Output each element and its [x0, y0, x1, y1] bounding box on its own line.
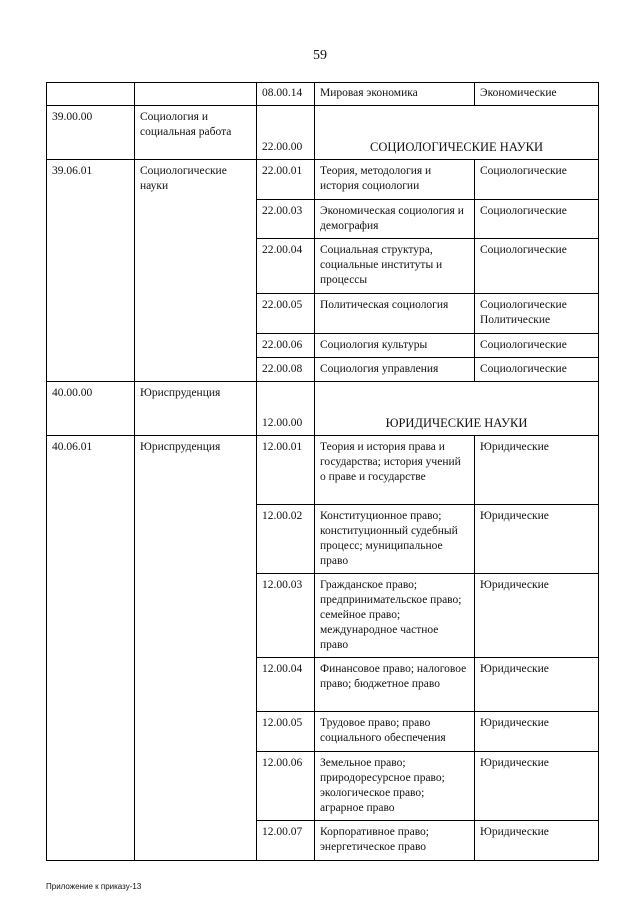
specialty-name-cell: Конституционное право; конституционный судебный процесс; муниципальное право	[315, 505, 475, 574]
section-row	[47, 106, 599, 160]
science-branch-cell: Социологические Политические	[475, 294, 599, 334]
science-branch-cell: Социологические	[475, 200, 599, 239]
specialty-name-cell: Социология управления	[315, 358, 475, 382]
science-branch-cell: Социологические	[475, 358, 599, 382]
science-branch-cell: Экономические	[475, 83, 599, 106]
specialty-name-cell: Социальная структура, социальные институты и процессы	[315, 239, 475, 294]
specialty-code-cell: 22.00.04	[257, 239, 315, 294]
specialty-name-cell: Политическая социология	[315, 294, 475, 334]
science-branch-cell: Юридические	[475, 505, 599, 574]
direction-code-cell: 40.06.01	[47, 436, 135, 861]
science-branch-cell: Юридические	[475, 712, 599, 752]
specialty-name-cell: Финансовое право; налоговое право; бюджетное право	[315, 658, 475, 712]
direction-name-cell: Социология и социальная работа	[135, 106, 257, 160]
section-row	[47, 382, 599, 436]
specialty-code-cell: 22.00.06	[257, 334, 315, 358]
direction-code-cell: 39.06.01	[47, 160, 135, 382]
science-branch-cell: Социологические	[475, 160, 599, 200]
section-title-cell: СОЦИОЛОГИЧЕСКИЕ НАУКИ	[315, 106, 599, 160]
direction-code-cell: 40.00.00	[47, 382, 135, 436]
specialty-code-cell: 22.00.08	[257, 358, 315, 382]
specialty-code-cell: 22.00.01	[257, 160, 315, 200]
science-branch-cell: Юридические	[475, 574, 599, 658]
specialty-code-cell: 22.00.03	[257, 200, 315, 239]
science-branch-cell: Юридические	[475, 821, 599, 861]
specialty-code-cell: 12.00.02	[257, 505, 315, 574]
table-row	[47, 160, 599, 200]
specialty-code-cell: 12.00.06	[257, 752, 315, 821]
table-row	[47, 436, 599, 505]
footer-note: Приложение к приказу-13	[46, 882, 142, 891]
specialty-code-cell: 12.00.05	[257, 712, 315, 752]
specialty-code-cell: 12.00.04	[257, 658, 315, 712]
specialty-name-cell: Теория, методология и история социологии	[315, 160, 475, 200]
direction-name-cell	[135, 83, 257, 106]
specialty-name-cell: Теория и история права и государства; история учений о праве и государстве	[315, 436, 475, 505]
specialty-code-cell: 12.00.03	[257, 574, 315, 658]
specialty-code-cell: 12.00.07	[257, 821, 315, 861]
direction-name-cell: Юриспруденция	[135, 382, 257, 436]
specialty-name-cell: Экономическая социология и демография	[315, 200, 475, 239]
science-branch-cell: Социологические	[475, 239, 599, 294]
section-code-cell: 22.00.00	[257, 106, 315, 160]
specialty-code-cell: 12.00.01	[257, 436, 315, 505]
section-code-cell: 12.00.00	[257, 382, 315, 436]
science-branch-cell: Юридические	[475, 658, 599, 712]
science-branch-cell: Социологические	[475, 334, 599, 358]
specialty-name-cell: Земельное право; природоресурсное право; экологическое право; аграрное право	[315, 752, 475, 821]
table-row	[47, 83, 599, 106]
page-number: 59	[313, 48, 327, 63]
science-branch-cell: Юридические	[475, 436, 599, 505]
science-branch-cell: Юридические	[475, 752, 599, 821]
specialty-code-cell: 08.00.14	[257, 83, 315, 106]
specialty-name-cell: Корпоративное право; энергетическое право	[315, 821, 475, 861]
specialty-name-cell: Мировая экономика	[315, 83, 475, 106]
direction-name-cell: Юриспруденция	[135, 436, 257, 861]
direction-code-cell	[47, 83, 135, 106]
direction-name-cell: Социологические науки	[135, 160, 257, 382]
section-title-cell: ЮРИДИЧЕСКИЕ НАУКИ	[315, 382, 599, 436]
specialty-name-cell: Трудовое право; право социального обеспечения	[315, 712, 475, 752]
specialty-name-cell: Социология культуры	[315, 334, 475, 358]
specialty-name-cell: Гражданское право; предпринимательское право; семейное право; международное частное право	[315, 574, 475, 658]
specialties-table	[46, 82, 599, 861]
specialty-code-cell: 22.00.05	[257, 294, 315, 334]
direction-code-cell: 39.00.00	[47, 106, 135, 160]
